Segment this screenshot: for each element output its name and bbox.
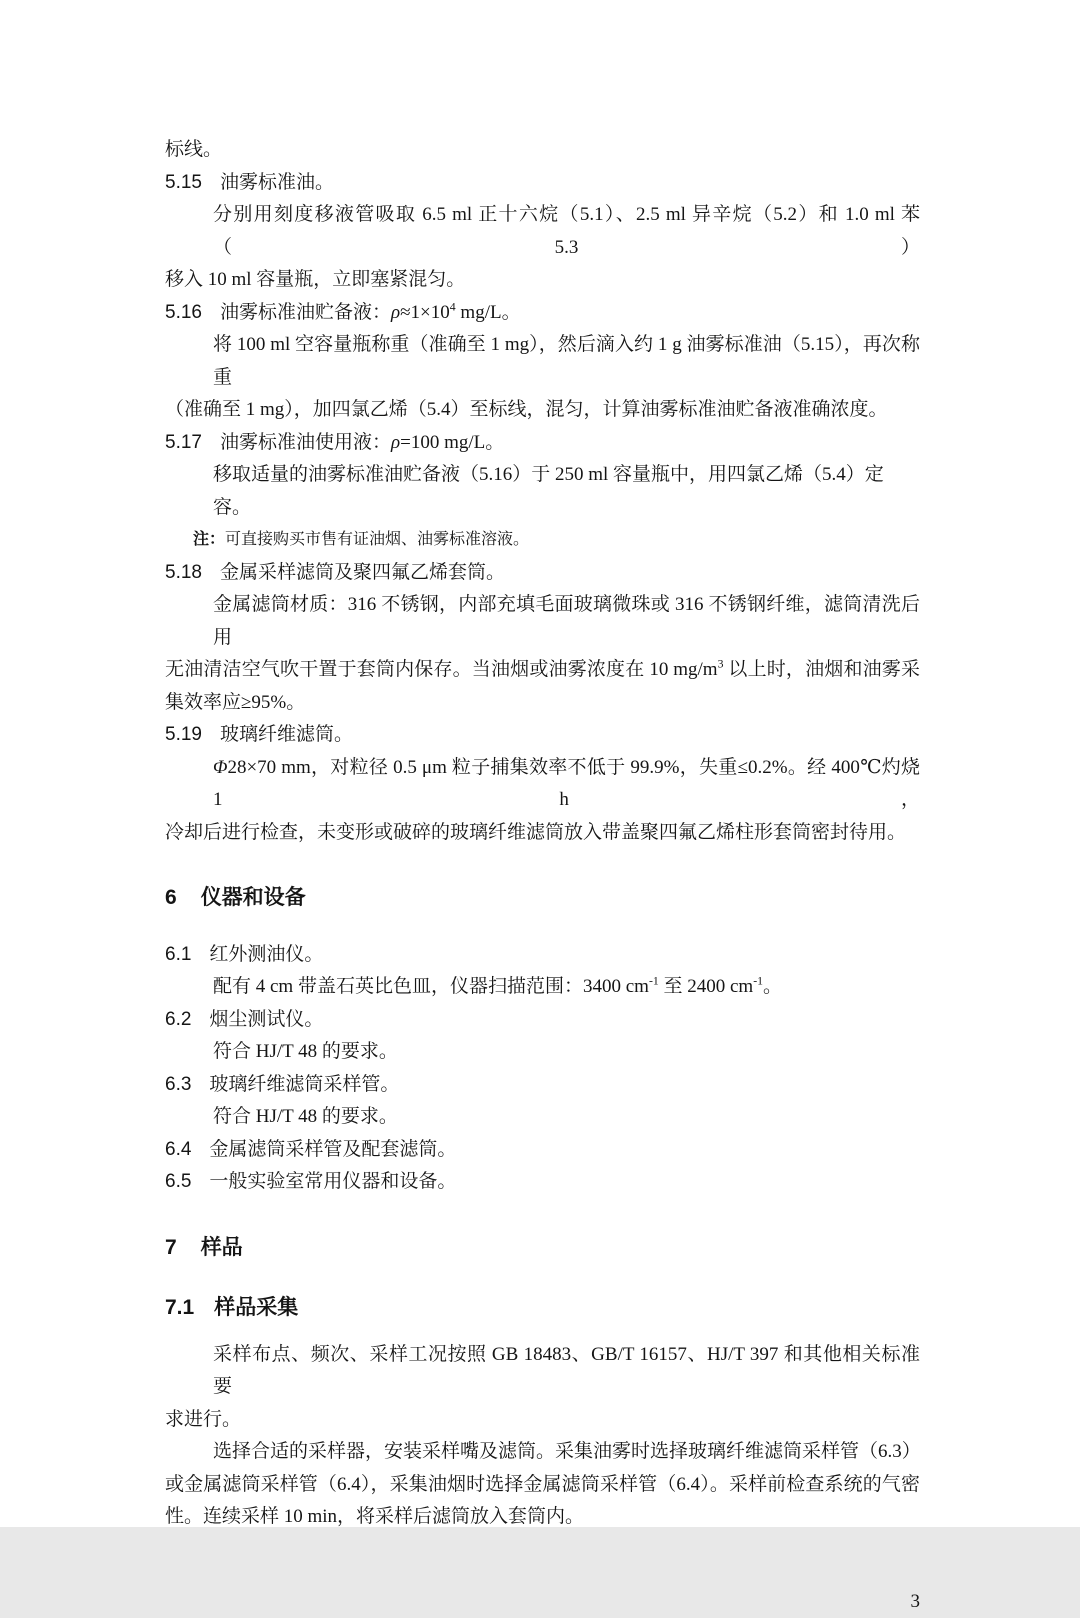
text-segment: ≈1×10 (400, 301, 450, 323)
text-segment: 红外测油仪。 (209, 943, 324, 965)
paragraph-line (165, 589, 920, 654)
clause-number: 5.16 (165, 301, 202, 323)
text-segment: 油雾标准油使用液： (219, 431, 391, 453)
paragraph-line (165, 1469, 920, 1502)
text-segment: 烟尘测试仪。 (209, 1008, 324, 1030)
text-segment: 冷却后进行检查，未变形或破碎的玻璃纤维滤筒放入带盖聚四氟乙烯柱形套筒密封待用。 (165, 821, 907, 843)
text-segment: 3 (717, 657, 724, 671)
text-segment: 金属滤筒采样管及配套滤筒。 (209, 1138, 457, 1160)
clause-number: 5.18 (165, 561, 202, 583)
paragraph-line (165, 752, 920, 817)
clause-title (165, 1069, 920, 1102)
clause-number: 5.15 (165, 171, 202, 193)
text-segment: 或金属滤筒采样管（6.4），采集油烟时选择金属滤筒采样管（6.4）。采样前检查系统的气密 (165, 1473, 920, 1495)
text-segment: 可直接购买市售有证油烟、油雾标准溶液。 (225, 531, 530, 548)
text-segment: 分别用刻度移液管吸取 6.5 ml 正十六烷（5.1）、2.5 ml 异辛烷（5.2）和 1.0 ml 苯（5.3） (213, 204, 920, 258)
paragraph-line (165, 459, 920, 524)
text-segment: mg/L。 (455, 301, 521, 323)
paragraph-line (165, 394, 920, 427)
text-segment: 性。连续采样 10 min，将采样后滤筒放入套筒内。 (165, 1506, 585, 1527)
clause-number: 6.4 (165, 1138, 192, 1160)
clause-title (165, 719, 920, 752)
clause-number: 5.17 (165, 431, 202, 453)
text-segment: 金属滤筒材质：316 不锈钢，内部充填毛面玻璃微珠或 316 不锈钢纤维，滤筒清洗后用 (213, 594, 920, 648)
text-segment: 标线。 (165, 139, 223, 160)
clause-number: 7 (165, 1235, 177, 1259)
paragraph-line (165, 1036, 920, 1069)
text-segment: 移入 10 ml 容量瓶，立即塞紧混匀。 (165, 269, 466, 290)
paragraph-line (165, 329, 920, 394)
text-segment: （准确至 1 mg），加四氯乙烯（5.4）至标线，混匀，计算油雾标准油贮备液准确浓度。 (165, 399, 888, 420)
clause-number: 6.3 (165, 1073, 192, 1095)
paragraph-line (165, 817, 920, 850)
clause-title (165, 427, 920, 460)
section-heading (165, 1232, 920, 1265)
text-segment: ρ (391, 301, 401, 323)
text-segment: 一般实验室常用仪器和设备。 (209, 1171, 457, 1192)
text-segment: -1 (648, 974, 659, 988)
paragraph-line (165, 264, 920, 297)
text-segment: 4 (449, 300, 456, 314)
clause-title (165, 557, 920, 590)
paragraph-line (165, 1436, 920, 1469)
text-segment: 金属采样滤筒及聚四氟乙烯套筒。 (219, 561, 505, 583)
text-segment: 求进行。 (165, 1408, 242, 1430)
text-segment: 移取适量的油雾标准油贮备液（5.16）于 250 ml 容量瓶中，用四氯乙烯（5.4）定容。 (213, 464, 884, 518)
text-segment: 符合 HJ/T 48 的要求。 (213, 1041, 398, 1062)
paragraph-line (165, 654, 920, 687)
clause-number: 6.5 (165, 1171, 192, 1192)
text-segment: 无油清洁空气吹干置于套筒内保存。当油烟或油雾浓度在 10 mg/m (165, 659, 718, 680)
clause-title (165, 939, 920, 972)
text-segment: 28×70 mm，对粒径 0.5 μm 粒子捕集效率不低于 99.9%，失重≤0.2%。经 400℃灼烧 1 h， (213, 756, 920, 810)
text-segment: 样品采集 (214, 1296, 299, 1319)
text-segment: 符合 HJ/T 48 的要求。 (213, 1106, 398, 1127)
text-segment: 玻璃纤维滤筒。 (219, 724, 353, 745)
clause-number: 6.2 (165, 1008, 192, 1030)
clause-title (165, 1166, 920, 1199)
text-segment: 以上时，油烟和油雾采 (723, 659, 920, 680)
paragraph-line (165, 687, 920, 720)
paragraph-line (165, 134, 920, 167)
paragraph-line (165, 971, 920, 1004)
text-segment: Φ (213, 756, 228, 778)
text-segment: ρ (391, 431, 401, 453)
clause-number: 5.19 (165, 724, 202, 745)
text-segment: 配有 4 cm 带盖石英比色皿，仪器扫描范围：3400 cm (213, 976, 649, 997)
note-line (165, 524, 920, 557)
paragraph-line (165, 1339, 920, 1404)
text-segment: 玻璃纤维滤筒采样管。 (209, 1073, 400, 1095)
text-segment: 仪器和设备 (200, 886, 306, 909)
clause-title (165, 297, 920, 330)
text-segment: =100 mg/L。 (400, 431, 505, 453)
text-segment: 样品 (200, 1235, 243, 1259)
text-segment: 至 2400 cm (658, 976, 754, 997)
text-segment: 选择合适的采样器，安装采样嘴及滤筒。采集油雾时选择玻璃纤维滤筒采样管（6.3） (213, 1441, 921, 1462)
text-segment: 采样布点、频次、采样工况按照 GB 18483、GB/T 16157、HJ/T 397 和其他相关标准要 (213, 1343, 920, 1397)
clause-title (165, 1004, 920, 1037)
paragraph-line (165, 199, 920, 264)
clause-number: 6.1 (165, 943, 192, 965)
text-segment: 将 100 ml 空容量瓶称重（准确至 1 mg），然后滴入约 1 g 油雾标准油（5.15），再次称重 (213, 334, 920, 388)
paragraph-line (165, 1501, 920, 1534)
clause-title (165, 1134, 920, 1167)
text-segment: 注： (193, 531, 226, 548)
clause-number: 6 (165, 886, 177, 909)
text-segment: 。 (763, 976, 783, 997)
text-segment: 集效率应≥95%。 (165, 691, 306, 713)
text-segment: -1 (753, 974, 764, 988)
subsection-heading (165, 1292, 920, 1325)
paragraph-line (165, 1404, 920, 1437)
section-heading (165, 882, 920, 915)
page-number: 3 (910, 1590, 920, 1612)
text-segment: 油雾标准油。 (219, 171, 334, 193)
text-segment: 油雾标准油贮备液： (219, 301, 391, 323)
clause-title (165, 167, 920, 200)
paragraph-line (165, 1101, 920, 1134)
clause-number: 7.1 (165, 1296, 195, 1319)
